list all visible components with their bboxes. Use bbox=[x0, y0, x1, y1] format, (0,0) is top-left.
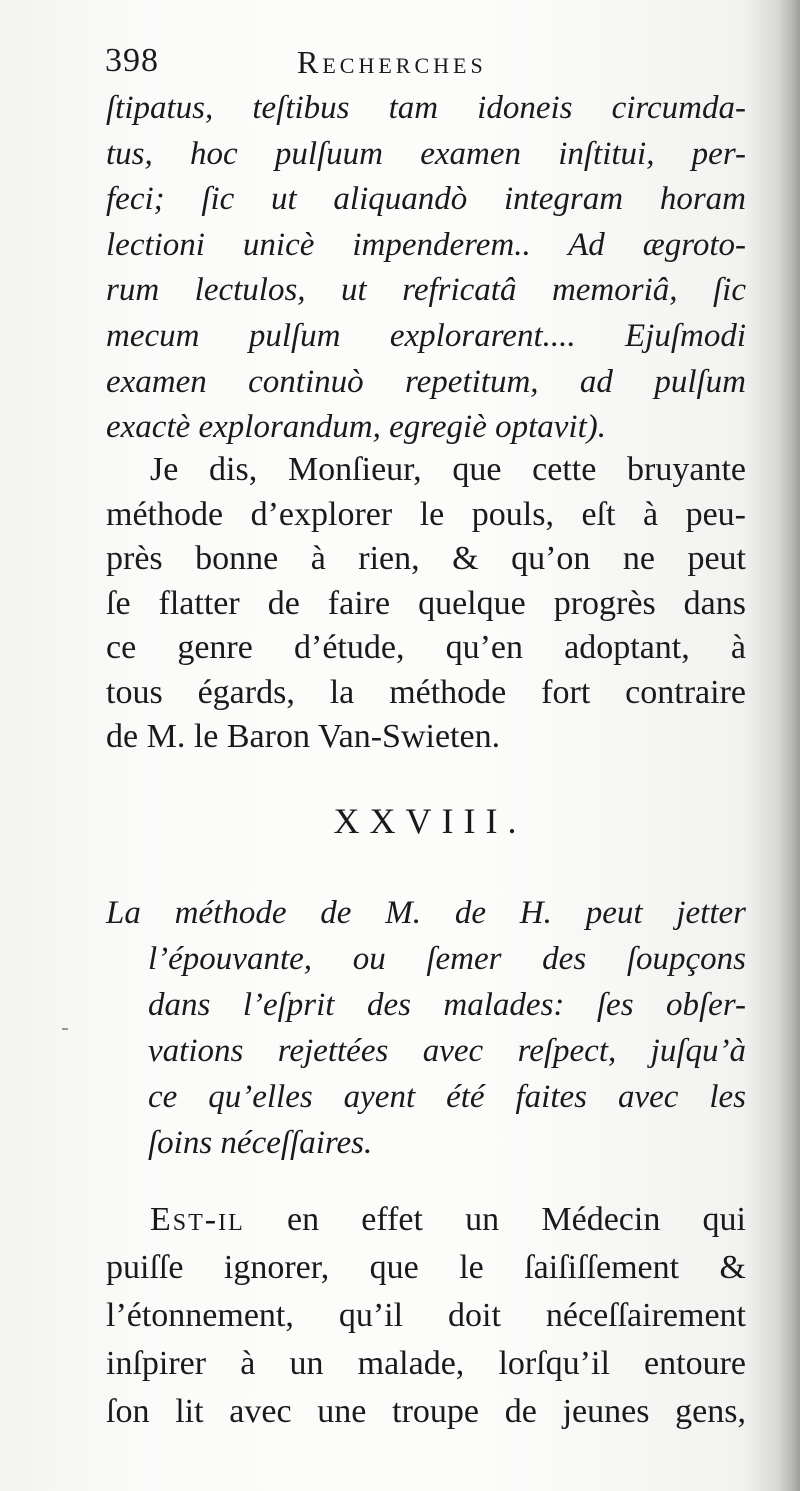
section-number: XXVIII. bbox=[333, 801, 527, 841]
opening-word: Est-il bbox=[150, 1201, 245, 1238]
paragraph-two bbox=[106, 1196, 746, 1436]
text-line: lectioni unicè impenderem.. Ad ægroto- bbox=[106, 226, 746, 263]
paragraph-one bbox=[106, 448, 746, 760]
page-number: 398 bbox=[105, 42, 159, 79]
text-line: inſpirer à un malade, lorſqu’il entoure bbox=[106, 1345, 746, 1382]
text-line: feci; ſic ut aliquandò integram horam bbox=[106, 181, 746, 218]
text-line bbox=[106, 1196, 746, 1244]
text-line: Je dis, Monſieur, que cette bruyante bbox=[150, 451, 746, 488]
text-line: exactè explorandum, egregiè optavit). bbox=[106, 409, 607, 446]
text-line: ce genre d’étude, qu’en adoptant, à bbox=[106, 629, 746, 666]
text-line: l’épouvante, ou ſemer des ſoupçons bbox=[148, 941, 746, 977]
text-line: tous égards, la méthode fort contraire bbox=[106, 673, 746, 711]
text-line: méthode d’explorer le pouls, eſt à peu- bbox=[106, 495, 746, 533]
text-line: ſe flatter de faire quelque progrès dans bbox=[106, 584, 746, 622]
margin-mark bbox=[62, 1028, 68, 1030]
text-line: rum lectulos, ut refricatâ memoriâ, ſic bbox=[106, 272, 746, 309]
first-line-text: en effet un Médecin qui bbox=[286, 1201, 746, 1238]
text-line: puiſſe ignorer, que le ſaiſiſſement & bbox=[106, 1249, 746, 1286]
text-line: dans l’eſprit des malades: ſes obſer- bbox=[148, 987, 746, 1023]
text-line: vations rejettées avec reſpect, juſqu’à bbox=[148, 1033, 746, 1069]
text-line: mecum pulſum explorarent.... Ejuſmodi bbox=[106, 317, 746, 354]
text-line: examen continuò repetitum, ad pulſum bbox=[106, 363, 746, 400]
running-title: Recherches bbox=[297, 44, 487, 80]
text-line: La méthode de M. de H. peut jetter bbox=[106, 895, 746, 931]
text-line: près bonne à rien, & qu’on ne peut bbox=[106, 540, 746, 577]
page-edge-shadow bbox=[778, 0, 800, 1491]
text-line: de M. le Baron Van-Swieten. bbox=[106, 718, 501, 755]
text-line: ſoins néceſſaires. bbox=[148, 1125, 373, 1161]
latin-quote bbox=[106, 86, 746, 451]
section-summary bbox=[106, 890, 746, 1166]
text-line: ſon lit avec une troupe de jeunes gens, bbox=[106, 1393, 746, 1430]
text-line: ce qu’elles ayent été faites avec les bbox=[148, 1079, 746, 1115]
text-line: l’étonnement, qu’il doit néceſſairement bbox=[106, 1297, 746, 1334]
page-header bbox=[105, 42, 705, 82]
text-line: tus, hoc pulſuum examen inſtitui, per- bbox=[106, 135, 746, 172]
text-line: ſtipatus, teſtibus tam idoneis circumda- bbox=[106, 90, 746, 126]
